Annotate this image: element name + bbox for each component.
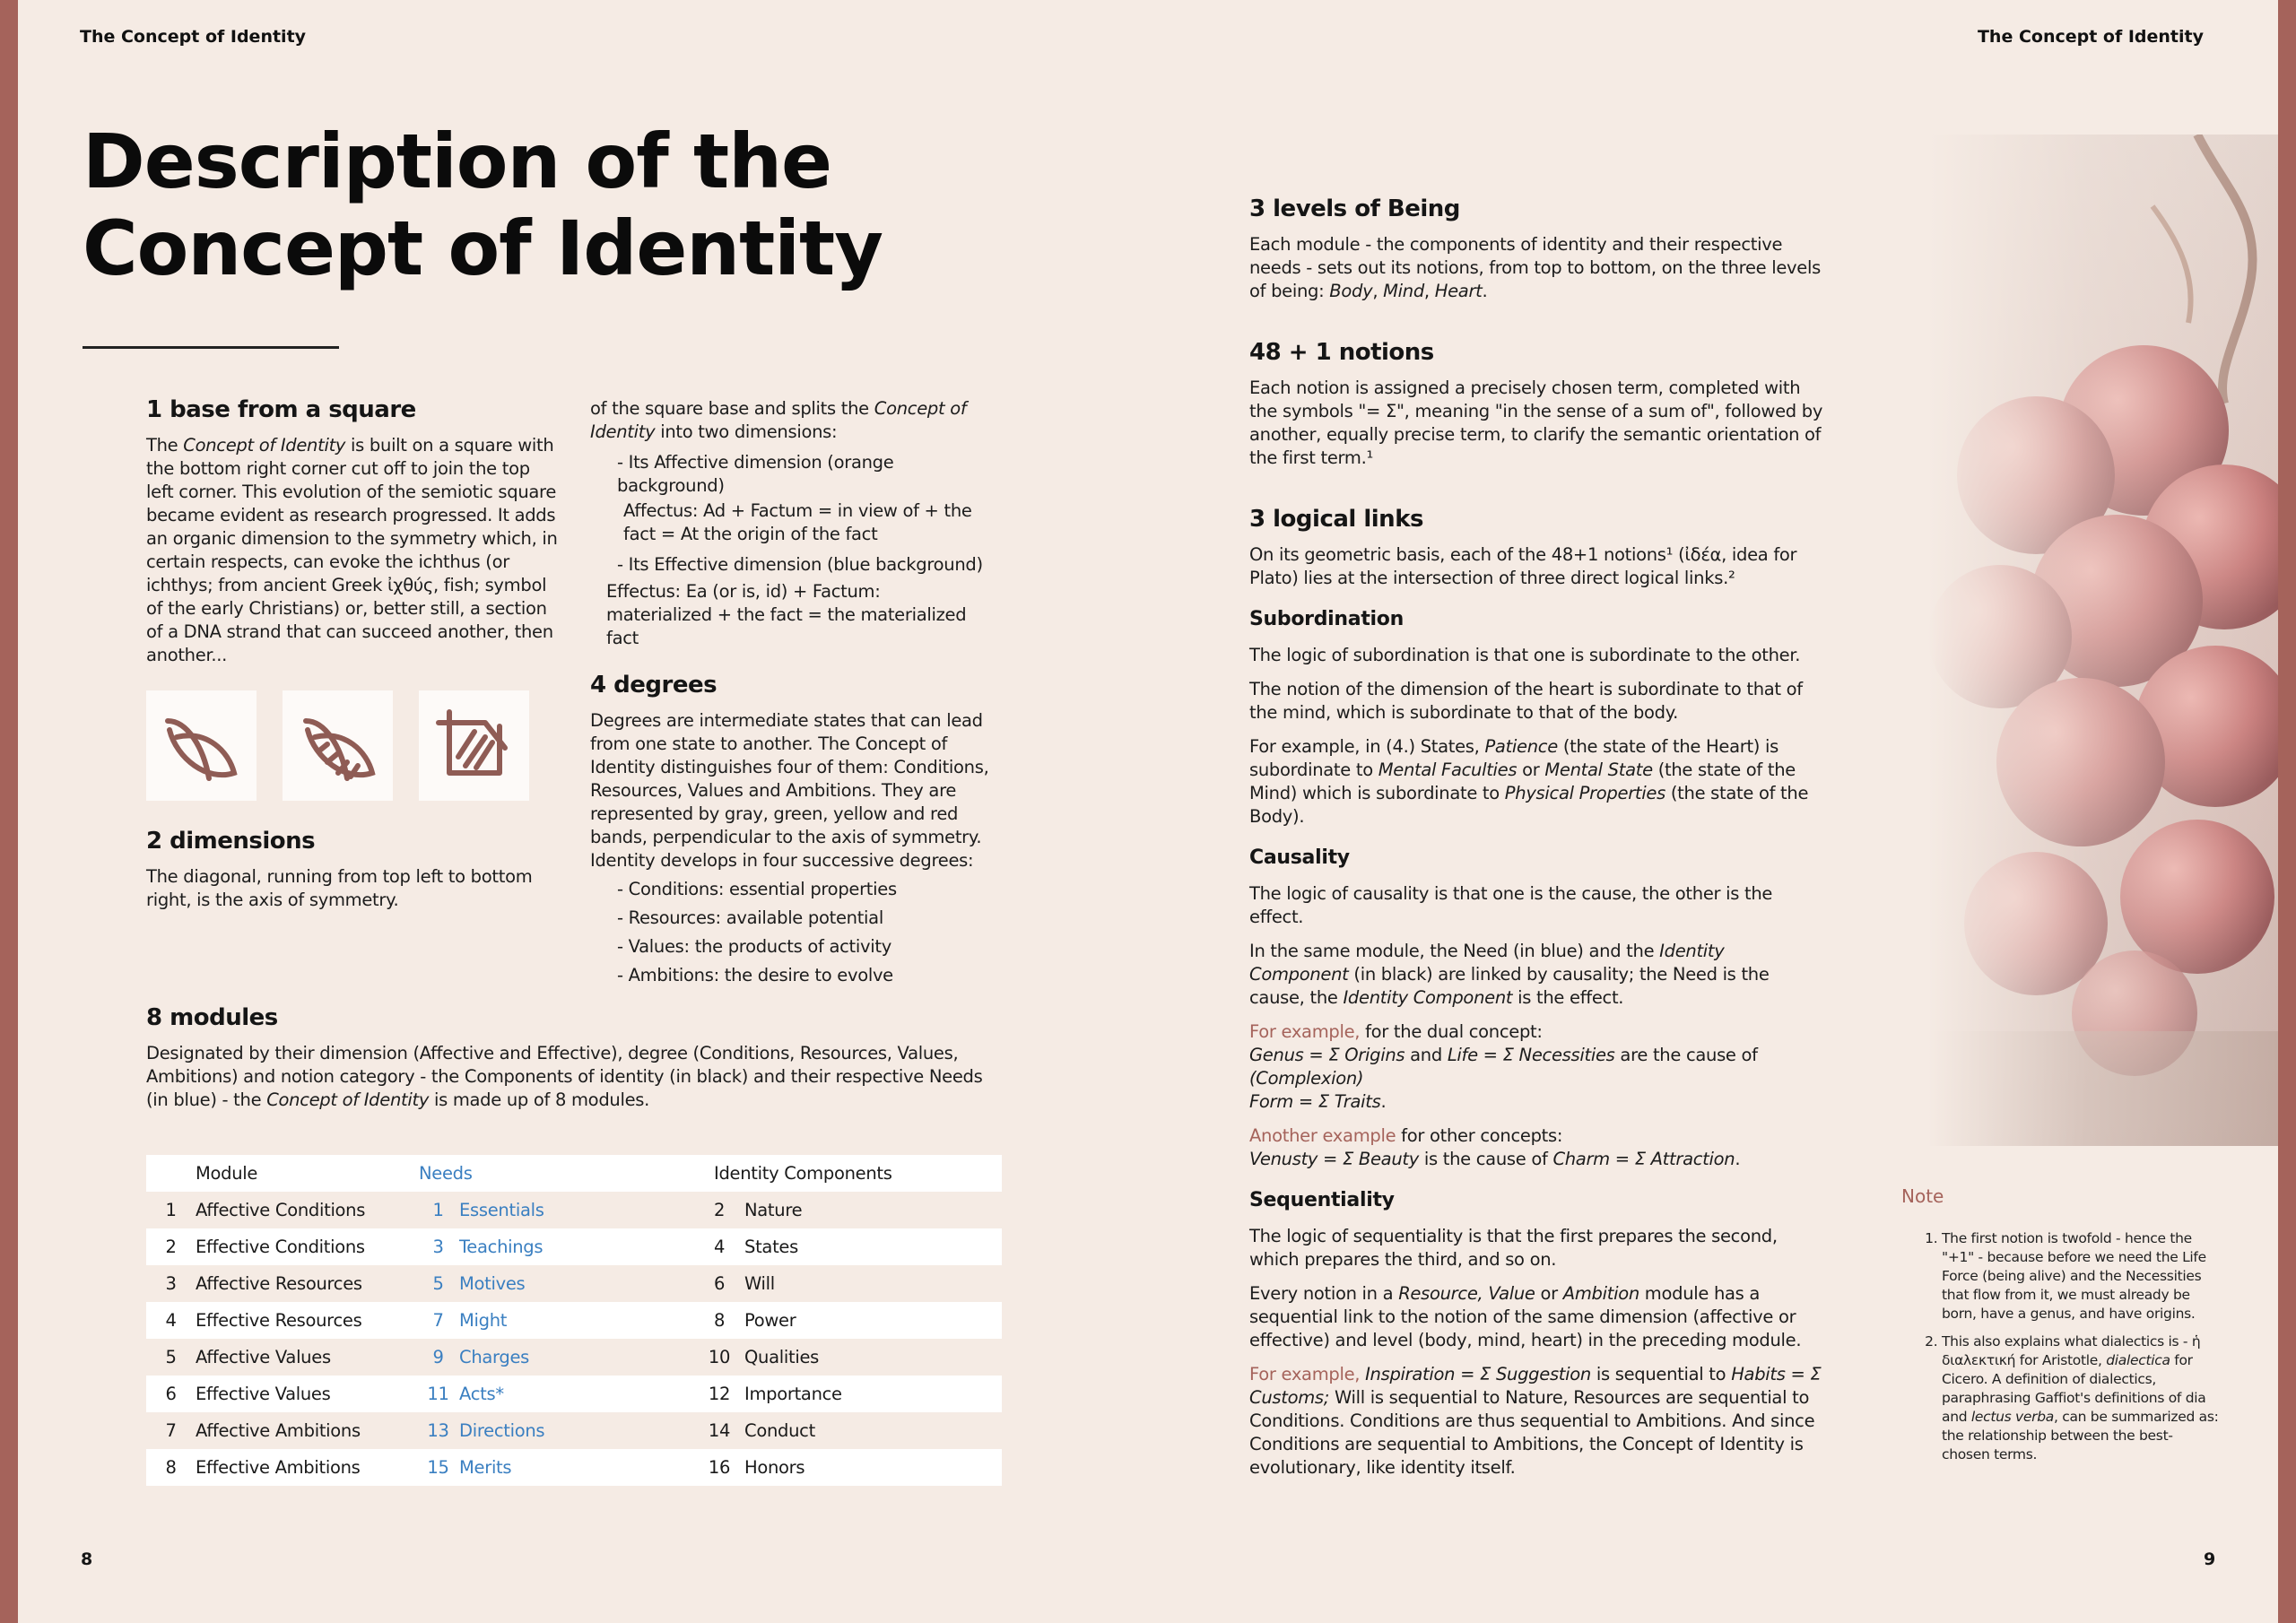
table-row: 2 Effective Conditions 3 Teachings 4 States — [146, 1228, 1002, 1265]
left-page-edge — [0, 0, 18, 1623]
degrees-heading: 4 degrees — [590, 672, 718, 699]
links-text: On its geometric basis, each of the 48+1 notions¹ (ἰδέα, idea for Plato) lies at the intersection of three direct logical links.² — [1249, 544, 1797, 588]
subordination-p2: The notion of the dimension of the heart is subordinate to that of the mind, which is subordinate to that of the body. — [1249, 679, 1803, 723]
causality-p2: In the same module, the Need (in blue) and the Identity Component (in black) are linked by causality; the Need is the cause, the Identity Component is the effect. — [1249, 941, 1770, 1008]
table-row: 8 Effective Ambitions 15 Merits 16 Honors — [146, 1449, 1002, 1486]
concept-icons — [146, 690, 529, 801]
footnotes — [1926, 1229, 2220, 1473]
table-header — [146, 1155, 1002, 1192]
effectus-def: Effectus: Ea (or is, id) + Factum: materialized + the fact = the materialized fact — [606, 581, 967, 648]
dimensions-section — [146, 829, 559, 923]
table-row: 1 Affective Conditions 1 Essentials 2 Nature — [165, 1200, 803, 1220]
degrees-text: Degrees are intermediate states that can lead from one state to another. The Concept of Identity distinguishes four of them: Conditions, Resources, Values and Ambitions. They are represented by gray, green, yellow and red bands, perpendicular to the axis of symmetry. Identity develops in four successive degrees: — [590, 710, 989, 871]
base-section — [146, 398, 559, 678]
table-row: 3 Affective Resources 5 Motives 6 Will — [165, 1273, 775, 1294]
page-number-right: 9 — [2204, 1549, 2216, 1569]
footnote-1: 1. The first notion is twofold - hence the "+1" - because before we need the Life Force (being alive) and the Necessities that flow from it, we must already be born, have a genus, and have origins. — [1942, 1229, 2220, 1324]
title-rule — [83, 346, 339, 349]
col-module: Module — [196, 1163, 258, 1184]
modules-section — [146, 1006, 1007, 1123]
running-head-left: The Concept of Identity — [80, 27, 307, 47]
ichthus-icon — [146, 690, 257, 801]
sequentiality-p2: Every notion in a Resource, Value or Ambition module has a sequential link to the notion of the same dimension (affective or effective) and level (body, mind, heart) in the preceding module. — [1249, 1283, 1802, 1350]
dimensions-text: The diagonal, running from top left to bottom right, is the axis of symmetry. — [146, 866, 533, 910]
right-page-edge — [2278, 0, 2296, 1623]
degree-item: - Conditions: essential properties — [617, 879, 897, 899]
running-head-right: The Concept of Identity — [1977, 27, 2204, 47]
degree-item: - Ambitions: the desire to evolve — [617, 965, 893, 985]
causality-p1: The logic of causality is that one is the cause, the other is the effect. — [1249, 883, 1773, 927]
affectus-def: Affectus: Ad + Factum = in view of + the fact = At the origin of the fact — [623, 500, 972, 544]
sequentiality-heading: Sequentiality — [1249, 1189, 1395, 1211]
base-paragraph: The Concept of Identity is built on a square with the bottom right corner cut off to join the top left corner. This evolution of the semiotic square became evident as research progressed. It adds an organic dimension to the symmetry which, in certain respects, can evoke the ichthus (or ichthys; from ancient Greek ἰχθύς, fish; symbol of the early Christians) or, better still, a section of a DNA strand that can succeed another, then another... — [146, 435, 558, 665]
degree-item: - Resources: available potential — [617, 907, 883, 928]
affective-item: - Its Affective dimension (orange background) — [617, 452, 894, 496]
levels-heading: 3 levels of Being — [1249, 195, 1460, 222]
title-line-1: Description of the — [83, 117, 831, 205]
causality-example: For example, for the dual concept: Genus = Σ Origins and Life = Σ Necessities are the cause of (Complexion) Form = Σ Traits. — [1249, 1021, 1758, 1112]
causality-example-2: Another example for other concepts: Venusty = Σ Beauty is the cause of Charm = Σ Attraction. — [1249, 1125, 1741, 1169]
sequentiality-p1: The logic of sequentiality is that the first prepares the second, which prepares the third, and so on. — [1249, 1226, 1778, 1270]
col-components: Identity Components — [714, 1163, 892, 1184]
modules-text: Designated by their dimension (Affective and Effective), degree (Conditions, Resources, Values, Ambitions) and notion category - the Components of identity (in black) and their respective Needs (in blue) - the Concept of Identity is made up of 8 modules. — [146, 1043, 983, 1110]
notions-text: Each notion is assigned a precisely chosen term, completed with the symbols "= Σ", meaning "in the sense of a sum of", followed by another, equally precise term, to clarify the semantic orientation of the first term.¹ — [1249, 378, 1823, 468]
grapes-photo — [1928, 135, 2278, 1146]
middle-column — [590, 397, 989, 993]
table-row: 5 Affective Values 9 Charges 10 Qualities — [165, 1347, 820, 1367]
subordination-p1: The logic of subordination is that one is subordinate to the other. — [1249, 645, 1801, 665]
notions-heading: 48 + 1 notions — [1249, 339, 1434, 366]
col-needs: Needs — [419, 1163, 473, 1184]
modules-table — [146, 1155, 1002, 1486]
table-row: 7 Affective Ambitions 13 Directions 14 Conduct — [165, 1420, 815, 1441]
sequentiality-example: For example, Inspiration = Σ Suggestion is sequential to Habits = Σ Customs; Will is sequential to Nature, Resources are sequential to Conditions. Conditions are thus sequential to Ambitions. And since Conditions are sequential to Ambitions, the Concept of Identity is evolutionary, like identity itself. — [1249, 1364, 1822, 1478]
footnote-2: 2. This also explains what dialectics is - ἡ διαλεκτική for Aristotle, dialectica for Cicero. A definition of dialectics, paraphrasing Gaffiot's definitions of dia and lectus verba, can be summarized as: the relationship between the best-chosen terms. — [1942, 1332, 2220, 1464]
degree-item: - Values: the products of activity — [617, 936, 891, 957]
title-line-2: Concept of Identity — [83, 204, 883, 292]
dimension-list — [617, 451, 989, 577]
page-number-left: 8 — [81, 1549, 93, 1569]
causality-heading: Causality — [1249, 846, 1350, 869]
dna-strand-icon — [283, 690, 393, 801]
modules-heading: 8 modules — [146, 1004, 278, 1031]
table-row: 4 Effective Resources 7 Might 8 Power — [146, 1302, 1002, 1339]
cut-square-icon — [419, 690, 529, 801]
degrees-list — [617, 878, 989, 987]
links-heading: 3 logical links — [1249, 506, 1423, 533]
levels-text: Each module - the components of identity and their respective needs - sets out its notions, from top to bottom, on the three levels of being: Body, Mind, Heart. — [1249, 234, 1821, 301]
table-row: 6 Effective Values 11 Acts* 12 Importance — [146, 1376, 1002, 1412]
right-column — [1249, 197, 1823, 1490]
dimensions-heading: 2 dimensions — [146, 828, 316, 855]
subordination-heading: Subordination — [1249, 608, 1404, 630]
page-title — [83, 118, 883, 292]
base-heading: 1 base from a square — [146, 396, 416, 423]
effective-item: - Its Effective dimension (blue background) — [617, 554, 983, 575]
dimensions-continuation: of the square base and splits the Concept of Identity into two dimensions: — [590, 398, 967, 442]
subordination-example: For example, in (4.) States, Patience (the state of the Heart) is subordinate to Mental Faculties or Mental State (the state of the Mind) which is subordinate to Physical Properties (the state of the Body). — [1249, 736, 1809, 827]
note-title: Note — [1901, 1185, 1944, 1207]
